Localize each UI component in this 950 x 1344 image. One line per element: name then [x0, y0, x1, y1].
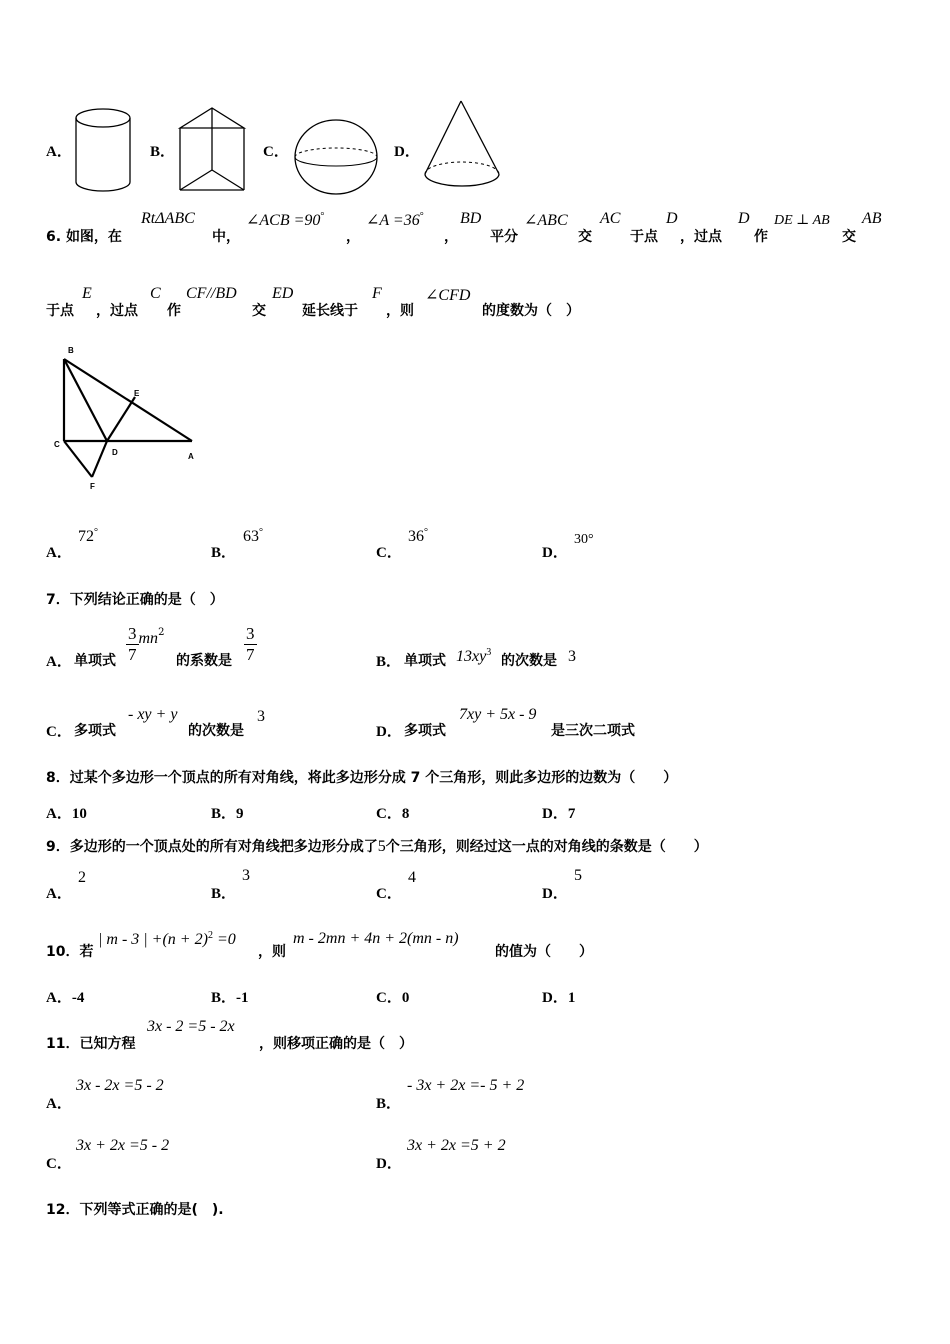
q7-d-text2: 是三次二项式	[551, 723, 635, 739]
q6-rt-triangle: RtΔABC	[141, 210, 195, 227]
q6-math: ∠CFD	[425, 287, 471, 304]
q6-math: ED	[272, 285, 294, 302]
q6-text: 于点	[630, 229, 658, 245]
q10-condition: | m - 3 | $+(n + 2)^2 =0$	[98, 930, 236, 948]
q6-text: 延长线于	[302, 303, 358, 319]
point-e-label: E	[134, 389, 140, 398]
q6-option-d-value: 30°	[574, 532, 594, 547]
q6-text: 交	[842, 229, 856, 245]
q9-option-d-value: 5	[574, 867, 582, 884]
q10-option-b: B．-1	[211, 990, 249, 1006]
q6-text: 的度数为（ ）	[482, 303, 580, 319]
q7-a-answer: $\frac{3}{7}$	[246, 624, 255, 664]
q7-option-b-label: B．	[376, 654, 402, 670]
q6-text: 于点	[46, 303, 74, 319]
q6-text: ，过点	[680, 229, 722, 245]
q6-text: ，	[444, 229, 458, 245]
q11-text1: 11．已知方程	[46, 1036, 136, 1052]
q6-text: 中，	[212, 229, 240, 245]
q9-option-a-value: 2	[78, 869, 86, 886]
q6-option-c-label: C．	[376, 545, 402, 561]
point-d-label: D	[112, 448, 118, 457]
q8-option-d: D．7	[542, 806, 576, 822]
q6-math: AC	[600, 210, 621, 227]
q9-option-c-value: 4	[408, 869, 416, 886]
q7-b-text2: 的次数是	[501, 653, 557, 669]
point-c-label: C	[54, 440, 60, 449]
q11-option-d-label: D．	[376, 1156, 402, 1172]
sphere-figure	[292, 118, 380, 198]
q6-option-b-label: B．	[211, 545, 237, 561]
q6-math: F	[372, 285, 382, 302]
q9-option-b-value: 3	[242, 867, 250, 884]
q8-stem: 8．过某个多边形一个顶点的所有对角线，将此多边形分成 7 个三角形，则此多边形的边数为（ ）	[46, 770, 678, 786]
q11-option-b-value: - 3x + 2x =- 5 + 2	[407, 1077, 525, 1094]
q10-text2: ，则	[258, 944, 286, 960]
q10-option-d: D．1	[542, 990, 576, 1006]
q10-option-a: A．-4	[46, 990, 85, 1006]
q12-stem: 12．下列等式正确的是( ).	[46, 1202, 224, 1218]
q11-text2: ，则移项正确的是（ ）	[259, 1036, 413, 1052]
q7-b-text1: 单项式	[404, 653, 446, 669]
q7-option-c-label: C．	[46, 724, 72, 740]
q11-option-a-value: 3x - 2x =5 - 2	[76, 1077, 164, 1094]
q7-a-monomial: $\frac{3}{7}$ $mn^2$	[128, 624, 165, 664]
q7-c-text1: 多项式	[74, 723, 116, 739]
q6-math: DE ⊥ AB	[774, 213, 830, 228]
q7-c-text2: 的次数是	[188, 723, 244, 739]
q8-option-a: A．10	[46, 806, 87, 822]
q6-text: ，则	[386, 303, 414, 319]
q5-option-b-label: B．	[150, 144, 176, 160]
q6-text: 交	[252, 303, 266, 319]
q6-math: D	[738, 210, 750, 227]
point-a-label: A	[188, 452, 194, 461]
q11-option-b-label: B．	[376, 1096, 402, 1112]
q6-option-b-value: 63°	[243, 527, 263, 545]
q10-text1: 10．若	[46, 944, 94, 960]
q9-option-a-label: A．	[46, 886, 72, 902]
q6-math: E	[82, 285, 92, 302]
q7-d-text1: 多项式	[404, 723, 446, 739]
q5-option-a-label: A．	[46, 144, 72, 160]
q6-option-d-label: D．	[542, 545, 568, 561]
q9-option-c-label: C．	[376, 886, 402, 902]
q10-expression: m - 2mn + 4n + 2(mn - n)	[293, 930, 459, 947]
triangle-figure	[50, 343, 210, 493]
q6-angle-a: ∠A =36°	[366, 211, 424, 229]
q7-option-d-label: D．	[376, 724, 402, 740]
cone-figure	[420, 98, 504, 196]
q7-d-expr: 7xy + 5x - 9	[459, 706, 537, 723]
q11-option-c-value: 3x + 2x =5 - 2	[76, 1137, 170, 1154]
point-b-label: B	[68, 346, 74, 355]
q11-option-c-label: C．	[46, 1156, 72, 1172]
q7-stem: 7．下列结论正确的是（ ）	[46, 592, 224, 608]
q6-math: ∠ABC	[524, 212, 568, 229]
q9-option-b-label: B．	[211, 886, 237, 902]
q7-b-expr: $13xy^3$	[456, 647, 492, 665]
cylinder-figure	[72, 106, 134, 194]
q10-option-c: C．0	[376, 990, 410, 1006]
q6-text: ，过点	[96, 303, 138, 319]
q6-math: BD	[460, 210, 482, 227]
q6-math: CF//BD	[186, 285, 237, 302]
q6-option-a-value: 72°	[78, 527, 98, 545]
q6-math: C	[150, 285, 161, 302]
q7-a-text1: 单项式	[74, 653, 116, 669]
q6-math: AB	[862, 210, 882, 227]
q6-option-a-label: A．	[46, 545, 72, 561]
q6-text: 平分	[490, 229, 518, 245]
q7-b-value: 3	[568, 648, 576, 665]
q6-text: 交	[578, 229, 592, 245]
q6-text: 作	[754, 229, 768, 245]
q9-stem: 9．多边形的一个顶点处的所有对角线把多边形分成了5个三角形，则经过这一点的对角线的条数是（ ）	[46, 838, 708, 855]
triangular-prism-figure	[176, 104, 248, 194]
q6-text: 作	[167, 303, 181, 319]
q11-option-d-value: 3x + 2x =5 + 2	[407, 1137, 506, 1154]
q7-option-a-label: A．	[46, 654, 72, 670]
q5-option-d-label: D．	[394, 144, 420, 160]
q8-option-b: B．9	[211, 806, 244, 822]
q11-equation: 3x - 2 =5 - 2x	[147, 1018, 235, 1035]
q7-c-expr: - xy + y	[128, 706, 178, 723]
q7-c-value: 3	[257, 708, 265, 725]
q5-option-c-label: C．	[263, 144, 289, 160]
point-f-label: F	[90, 482, 95, 491]
q6-math: D	[666, 210, 678, 227]
q9-option-d-label: D．	[542, 886, 568, 902]
q10-text3: 的值为（ ）	[495, 944, 593, 960]
q6-text: ，	[346, 229, 360, 245]
q8-option-c: C．8	[376, 806, 410, 822]
q7-a-text2: 的系数是	[176, 653, 232, 669]
q11-option-a-label: A．	[46, 1096, 72, 1112]
q6-line1: 6. 如图，在	[46, 229, 122, 245]
q6-angle-acb: ∠ACB =90°	[246, 211, 325, 229]
q6-option-c-value: 36°	[408, 527, 428, 545]
